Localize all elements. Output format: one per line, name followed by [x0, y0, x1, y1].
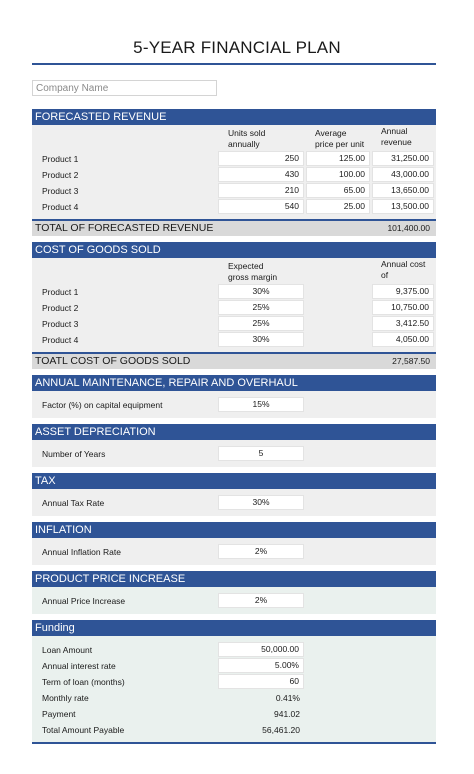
- section-header-cogs: COST OF GOODS SOLD: [32, 242, 436, 258]
- margin-cell[interactable]: 25%: [218, 316, 304, 331]
- cost-cell: 10,750.00: [372, 300, 434, 315]
- cost-cell: 3,412.50: [372, 316, 434, 331]
- col-margin-label: Expected gross margin: [228, 261, 278, 282]
- price-increase-input[interactable]: 2%: [218, 593, 304, 608]
- interest-rate-input[interactable]: 5.00%: [218, 658, 304, 673]
- section-header-depreciation: ASSET DEPRECIATION: [32, 424, 436, 440]
- col-units-label: Units sold annually: [228, 128, 266, 149]
- revenue-total-value: 101,400.00: [387, 223, 430, 233]
- row-label: Product 3: [42, 319, 79, 329]
- section-header-maintenance: ANNUAL MAINTENANCE, REPAIR AND OVERHAUL: [32, 375, 436, 391]
- row-label: Product 3: [42, 186, 79, 196]
- price-cell[interactable]: 100.00: [306, 167, 370, 182]
- revenue-cell: 31,250.00: [372, 151, 434, 166]
- payment-value: 941.02: [274, 709, 300, 719]
- company-name-field[interactable]: Company Name: [32, 80, 217, 96]
- cogs-total-label: TOATL COST OF GOODS SOLD: [35, 355, 191, 367]
- price-increase-label: Annual Price Increase: [42, 596, 126, 606]
- units-cell[interactable]: 210: [218, 183, 304, 198]
- funding-label: Annual interest rate: [42, 661, 116, 671]
- funding-label: Term of loan (months): [42, 677, 125, 687]
- price-cell[interactable]: 65.00: [306, 183, 370, 198]
- depreciation-label: Number of Years: [42, 449, 106, 459]
- bottom-divider: [32, 742, 436, 744]
- margin-cell[interactable]: 25%: [218, 300, 304, 315]
- revenue-cell: 13,500.00: [372, 199, 434, 214]
- inflation-label: Annual Inflation Rate: [42, 547, 121, 557]
- revenue-total-row: [32, 219, 436, 236]
- row-label: Product 1: [42, 154, 79, 164]
- funding-label: Monthly rate: [42, 693, 89, 703]
- total-payable-value: 56,461.20: [262, 725, 300, 735]
- loan-term-input[interactable]: 60: [218, 674, 304, 689]
- row-label: Product 4: [42, 202, 79, 212]
- section-header-price-increase: PRODUCT PRICE INCREASE: [32, 571, 436, 587]
- row-label: Product 1: [42, 287, 79, 297]
- col-price-label: Average price per unit: [315, 128, 365, 149]
- units-cell[interactable]: 250: [218, 151, 304, 166]
- funding-label: Total Amount Payable: [42, 725, 125, 735]
- revenue-total-label: TOTAL OF FORECASTED REVENUE: [35, 222, 214, 234]
- cogs-total-value: 27,587.50: [392, 356, 430, 366]
- maintenance-input[interactable]: 15%: [218, 397, 304, 412]
- price-cell[interactable]: 25.00: [306, 199, 370, 214]
- col-cost-label: Annual cost of: [381, 259, 426, 280]
- section-header-tax: TAX: [32, 473, 436, 489]
- revenue-cell: 13,650.00: [372, 183, 434, 198]
- revenue-cell: 43,000.00: [372, 167, 434, 182]
- price-cell[interactable]: 125.00: [306, 151, 370, 166]
- cogs-total-row: [32, 352, 436, 369]
- funding-label: Payment: [42, 709, 76, 719]
- units-cell[interactable]: 430: [218, 167, 304, 182]
- section-header-revenue: FORECASTED REVENUE: [32, 109, 436, 125]
- margin-cell[interactable]: 30%: [218, 284, 304, 299]
- cost-cell: 9,375.00: [372, 284, 434, 299]
- depreciation-input[interactable]: 5: [218, 446, 304, 461]
- maintenance-label: Factor (%) on capital equipment: [42, 400, 163, 410]
- row-label: Product 4: [42, 335, 79, 345]
- margin-cell[interactable]: 30%: [218, 332, 304, 347]
- inflation-input[interactable]: 2%: [218, 544, 304, 559]
- loan-amount-input[interactable]: 50,000.00: [218, 642, 304, 657]
- tax-label: Annual Tax Rate: [42, 498, 105, 508]
- units-cell[interactable]: 540: [218, 199, 304, 214]
- row-label: Product 2: [42, 303, 79, 313]
- title-divider: [32, 63, 436, 65]
- section-header-inflation: INFLATION: [32, 522, 436, 538]
- cost-cell: 4,050.00: [372, 332, 434, 347]
- col-revenue-label: Annual revenue: [381, 126, 412, 147]
- row-label: Product 2: [42, 170, 79, 180]
- monthly-rate-value: 0.41%: [275, 693, 300, 703]
- section-header-funding: Funding: [32, 620, 436, 636]
- page-title: 5-YEAR FINANCIAL PLAN: [133, 38, 341, 57]
- tax-input[interactable]: 30%: [218, 495, 304, 510]
- funding-label: Loan Amount: [42, 645, 93, 655]
